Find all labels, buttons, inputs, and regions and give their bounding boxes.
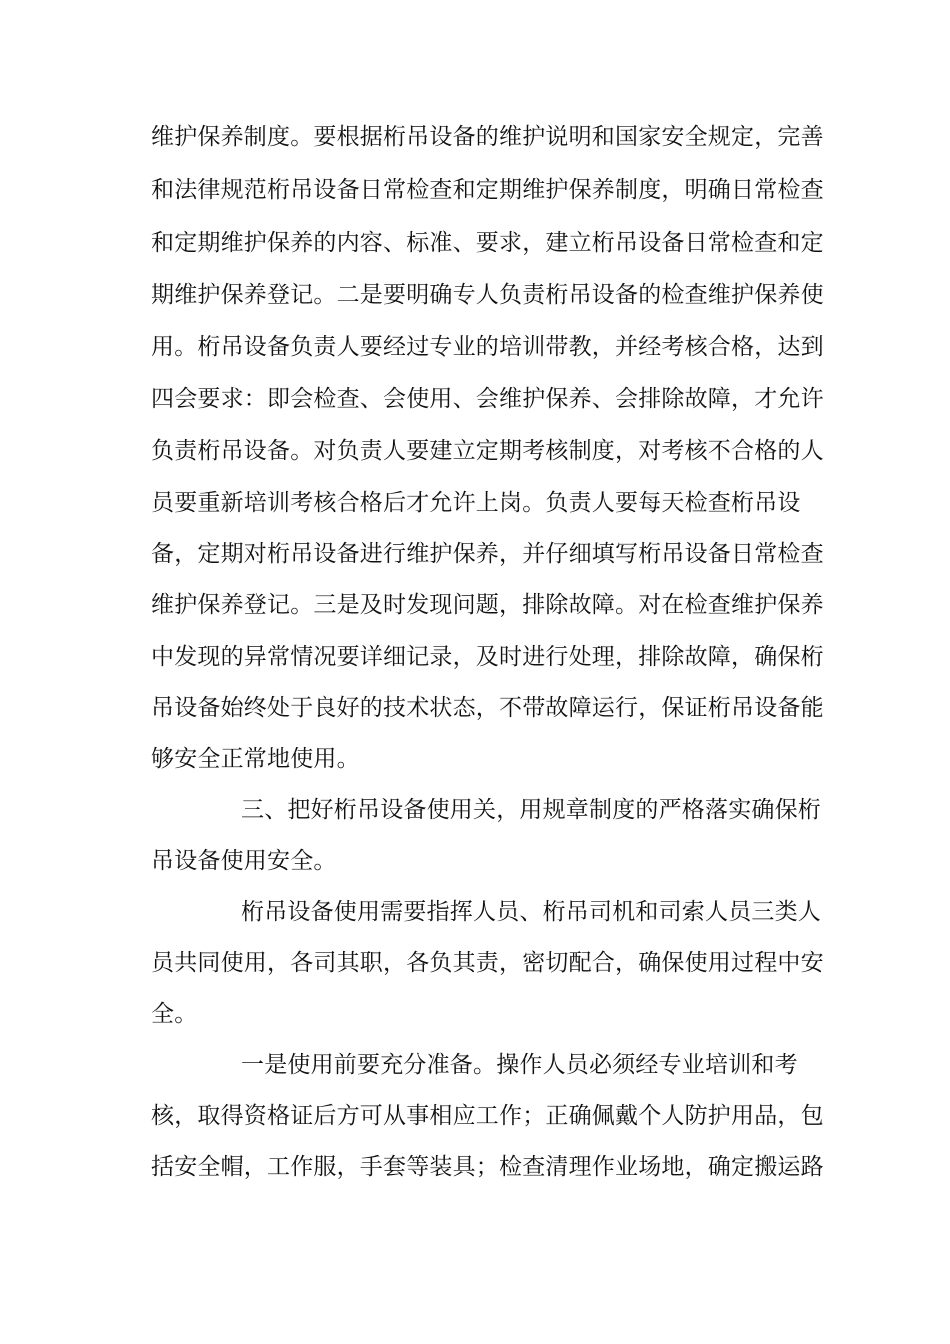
text-line: 够安全正常地使用。 — [151, 746, 360, 772]
text-line: 期维护保养登记。二是要明确专人负责桁吊设备的检查维护保养使 — [151, 282, 824, 308]
text-line: 负责桁吊设备。对负责人要建立定期考核制度，对考核不合格的人 — [151, 438, 824, 464]
paragraph-first-line: 桁吊设备使用需要指挥人员、桁吊司机和司索人员三类人 — [241, 899, 821, 925]
text-line: 和法律规范桁吊设备日常检查和定期维护保养制度，明确日常检查 — [151, 177, 824, 203]
text-line: 吊设备始终处于良好的技术状态，不带故障运行，保证桁吊设备能 — [151, 695, 824, 721]
text-line: 全。 — [151, 1001, 198, 1027]
text-line: 括安全帽，工作服，手套等装具；检查清理作业场地，确定搬运路 — [151, 1154, 824, 1180]
section-heading: 三、把好桁吊设备使用关，用规章制度的严格落实确保桁 — [241, 797, 821, 823]
text-line: 维护保养制度。要根据桁吊设备的维护说明和国家安全规定，完善 — [151, 124, 824, 150]
section-heading-continuation: 吊设备使用安全。 — [151, 848, 337, 874]
paragraph-first-line: 一是使用前要充分准备。操作人员必须经专业培训和考 — [241, 1052, 798, 1078]
text-line: 维护保养登记。三是及时发现问题，排除故障。对在检查维护保养 — [151, 592, 824, 618]
text-line: 用。桁吊设备负责人要经过专业的培训带教，并经考核合格，达到 — [151, 334, 824, 360]
text-line: 员共同使用，各司其职，各负其责，密切配合，确保使用过程中安 — [151, 950, 824, 976]
text-line: 备，定期对桁吊设备进行维护保养，并仔细填写桁吊设备日常检查 — [151, 541, 824, 567]
text-line: 四会要求：即会检查、会使用、会维护保养、会排除故障，才允许 — [151, 386, 824, 412]
text-line: 员要重新培训考核合格后才允许上岗。负责人要每天检查桁吊设 — [151, 490, 801, 516]
text-line: 核，取得资格证后方可从事相应工作；正确佩戴个人防护用品，包 — [151, 1103, 824, 1129]
text-line: 和定期维护保养的内容、标准、要求，建立桁吊设备日常检查和定 — [151, 230, 824, 256]
text-line: 中发现的异常情况要详细记录，及时进行处理，排除故障，确保桁 — [151, 644, 824, 670]
